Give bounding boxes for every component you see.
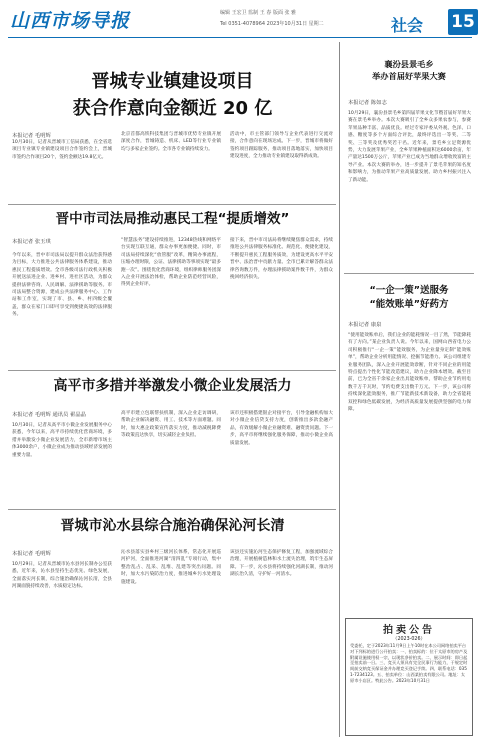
- article3-byline: 本报记者 毛明辉 通讯员 翟晶晶: [12, 412, 86, 418]
- article1-body-col3: 活动中，市主管部门领导与企业代表进行交流对接，合作意向在现场达成。下一步，晋城市将做好签约项目跟踪服务，推动项目落地落实，加快项目建设进度，全力推动专业镇建设取得新成效。: [230, 132, 333, 160]
- separator: [8, 204, 336, 205]
- article3-body-col2: 高平市建立包联帮扶机制，深入企业走访调研，帮助企业解决融资、用工、技术等方面难题。同时，加大惠企政策宣传落实力度，推动减税降费等政策直达快享，切实减轻企业负担。: [121, 411, 221, 439]
- article2-title: 晋中市司法局推动惠民工程“提质增效”: [55, 211, 290, 227]
- article3-body-col1: 10月30日，记者从高平市小微企业发展服务中心获悉，今年以来，高平市持续优化营商环境，多措并举激发小微企业发展活力，全市新增市场主体3000余户，小微企业成为推动县域经济发展的重要力量。: [12, 423, 112, 458]
- right-article2-byline: 本报记者 康泉: [348, 322, 382, 328]
- article4-body-col3: 该县还实施沁河生态保护修复工程，加强流域综合治理，开展植树造林和水土流失治理，筑牢生态屏障。下一步，沁水县将持续强化河湖长制，推动河湖长治久清，守护好一河清水。: [230, 550, 333, 578]
- article3-body-col3: 该市还积极搭建银企对接平台，引导金融机构加大对小微企业信贷支持力度，创新推出多款金融产品，有效缓解小微企业融资难、融资贵问题。下一步，高平市将继续强化服务保障，推动小微企业高质量发展。: [230, 411, 333, 446]
- auction-number: （2023-026）: [392, 637, 426, 642]
- article4-title: 晋城市沁水县综合施治确保沁河长清: [60, 518, 285, 534]
- article3-title: 高平市多措并举激发小微企业发展活力: [53, 378, 292, 394]
- article2-body-col2: “智慧法务”建设持续推进，12348热线和网络平台实现互联互通，群众办事更加便捷。同时，市司法局持续深化“放管服”改革，精简办事流程，压缩办理时限，公证、法律援助等事项实现“最多跑一次”。围绕优化营商环境，组织律师服务团深入企业开展法治体检，帮助企业防范经营风险，得到企业好评。: [121, 238, 221, 288]
- article1-title: 晋城专业镇建设项目 获合作意向金额近 20 亿: [72, 71, 273, 119]
- article2-body-col3: 接下来，晋中市司法局将继续聚焦群众需求，持续推进公共法律服务标准化、规范化、便捷化建设，不断提升惠民工程服务质效，为建设更高水平平安晋中、法治晋中贡献力量。全市已累计解答群众法律咨询数万件，办理法律援助案件数千件，为群众挽回经济损失。: [230, 238, 333, 281]
- separator: [8, 509, 336, 510]
- page-number: 15: [448, 9, 478, 35]
- auction-title: 拍卖公告: [383, 625, 435, 636]
- column-divider: [339, 42, 340, 737]
- section-title: 社会: [391, 16, 424, 35]
- article4-body-col1: 10月29日，记者从晋城市沁水县河长制办公室获悉，近年来，沁水县坚持生态优先、绿色发展，全面落实河长制，综合施治确保沁河长清，全县河湖面貌持续改善，水质稳定达标。: [12, 562, 112, 590]
- auction-body: 受委托，定于2023年11月9日上午10时在本公司网络拍卖平台对下列标的进行公开拍卖：一、拍卖标的：位于太原市的房产及附属设施使用权一宗，以现状净价拍卖。二、展示时间：即日起至拍卖前一日。三、竞买人须具有完全民事行为能力，于规定时间前交纳竞买保证金并办理竞买登记手续。四、联系电话：0351-7234123。五、拍卖单位：山西某拍卖有限公司。地址：太原市小店区。特此公告。2023年10月31日: [350, 643, 468, 683]
- auction-notice: [345, 618, 473, 736]
- article1-byline: 本报记者 毛明辉: [12, 133, 51, 139]
- article2-byline: 本报记者 张玉琪: [12, 239, 51, 245]
- newspaper-logo: 山西市场导报: [10, 10, 131, 32]
- article2-body-col1: 今年以来，晋中市司法局以提升群众法治获得感为目标，大力推进公共法律服务体系建设，推动惠民工程提质增效。全市各级司法行政机关积极开展送法进企业、进乡村、进社区活动，为群众提供法律咨询、人民调解、法律援助等服务。市司法局整合资源，建成公共法律服务中心、工作站和工作室，实现了市、县、乡、村四级全覆盖，群众在家门口即可享受到便捷高效的法律服务。: [12, 253, 112, 318]
- right-article1-body: 10月29日，襄汾县景毛乡第四届苹果文化节暨首届好苹果大赛在景毛乡举办。本次大赛吸引了全乡众多果农参与，参赛苹果品种丰富、品质优良。经过专家评委从外观、色泽、口感、糖度等多个方面综合评比，最终评选出一等奖、二等奖、三等奖及优秀奖若干名。近年来，景毛乡立足资源优势，大力发展苹果产业，全乡苹果种植面积达6000余亩，年产量达1500万公斤，苹果产业已成为当地群众增收致富的主导产业。本次大赛的举办，进一步提升了景毛苹果的知名度和影响力，为推动苹果产业高质量发展、助力乡村振兴注入了新动能。: [348, 111, 471, 183]
- article4-body-col2: 沁水县落实县乡村三级河长体系，常态化开展巡河护河，全面推进河湖“清四乱”专项行动，集中整治乱占、乱采、乱堆、乱建等突出问题。同时，加大水污染防治力度，推进城乡污水处理设施建设。: [121, 550, 221, 585]
- editor-line: 编辑 王宏卫 监制 王 春 版面 张 雅: [220, 10, 297, 16]
- date-line: Tel 0351-4078964 2023年10月31日 星期二: [220, 21, 324, 27]
- right-article2-body: “使用能效账单后，我们企业的能耗情况一目了然，节能降耗有了方向。”某企业负责人说。今年以来，国网山西省电力公司积极推行“一企一策”能效服务，为企业量身定制“能效账单”，帮助企业分析用能情况、挖掘节能潜力。该公司组建专业服务团队，深入企业开展能效诊断，针对不同企业的用能特点提出个性化节能改造建议，助力企业降本增效。截至目前，已为全省千余家企业出具能效账单，帮助企业节约用电数千万千瓦时，节约电费支出数千万元。下一步，该公司将持续深化能效服务，推广节能新技术新设备，助力全省能耗双控和绿色低碳发展，为经济高质量发展提供坚强的电力保障。: [348, 333, 471, 413]
- right-article2-title: “一企一策”送服务 “能效账单”好药方: [369, 285, 449, 310]
- right-article1-byline: 本报记者 陈如志: [348, 100, 387, 106]
- article4-byline: 本报记者 毛明辉: [12, 551, 51, 557]
- article1-body-col2: 北京首都高铁科技集团与晋城市优势专业镇开展深度合作，晋城铸造、机床、LED等行业专业镇均与多家企业签约。全市各专业镇持续发力。: [121, 132, 221, 152]
- separator: [8, 370, 336, 371]
- article1-body-col1: 10月30日，记者从晋城市工信局获悉，在全省选项目专业镇专业镇建设项目合作签约会上，晋城市签约合作项目20个，签约金额达19.8亿元。: [12, 140, 112, 160]
- masthead: [8, 4, 475, 38]
- separator: [344, 273, 474, 274]
- right-article1-title: 襄汾县景毛乡 举办首届好苹果大赛: [372, 59, 446, 81]
